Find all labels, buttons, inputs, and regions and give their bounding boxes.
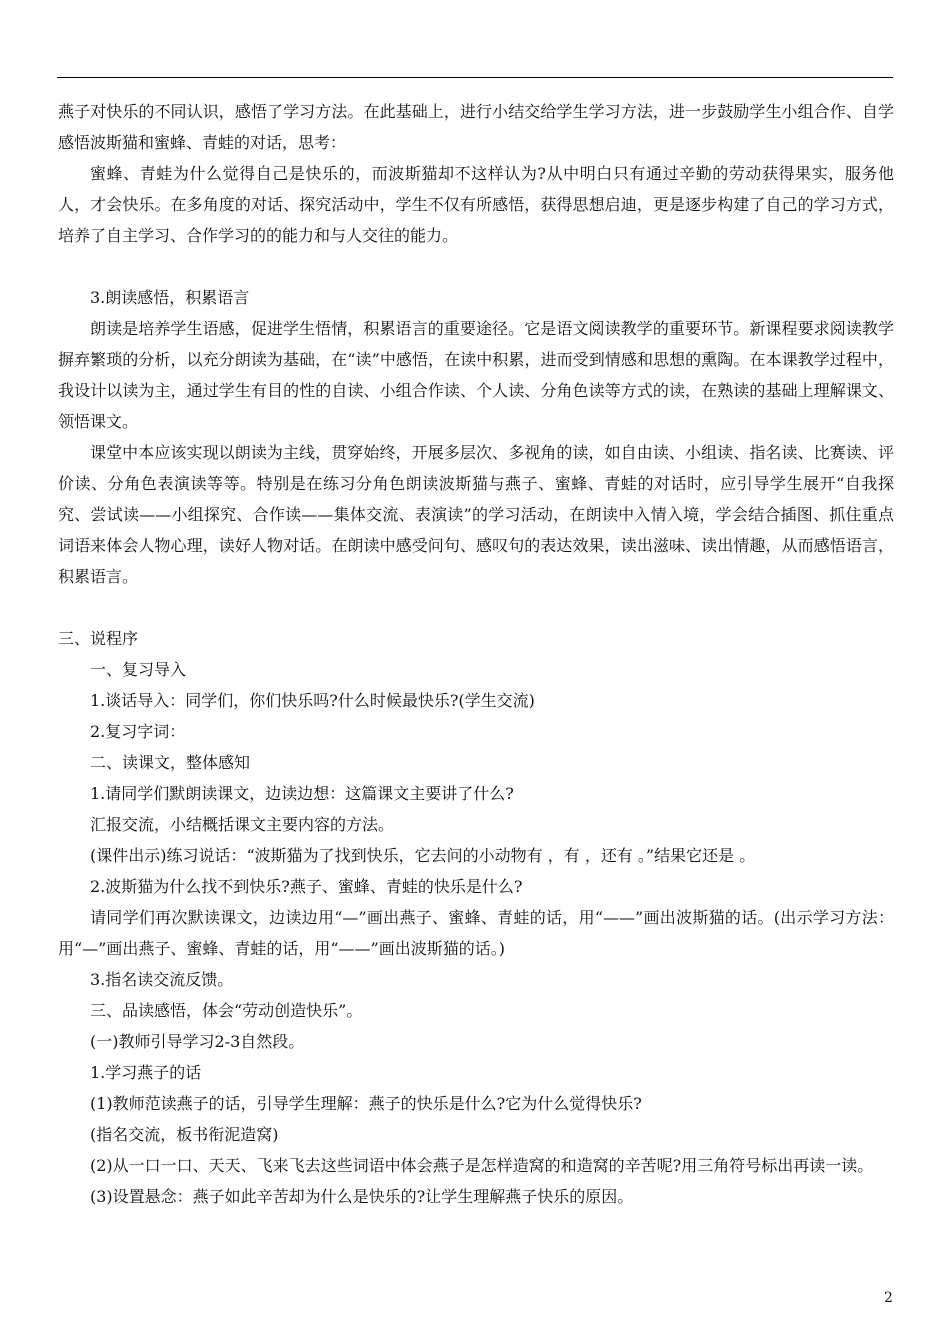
list-item: (指名交流，板书衔泥造窝) [90, 1125, 279, 1144]
list-item: (一)教师引导学习2-3自然段。 [90, 1032, 305, 1051]
page-content [58, 96, 894, 1212]
header-rule [57, 77, 893, 78]
list-item: 一、复习导入 [90, 660, 187, 679]
list-item: 请同学们再次默读课文，边读边用“—”画出燕子、蜜蜂、青蛙的话，用“——”画出波斯猫的话。(出示学习方法：用“—”画出燕子、蜜蜂、青蛙的话，用“——”画出波斯猫的话。) [58, 908, 894, 958]
subsection-heading: 3.朗读感悟，积累语言 [90, 288, 250, 307]
section-heading: 三、说程序 [58, 629, 139, 648]
list-item: 三、品读感悟，体会“劳动创造快乐”。 [90, 1001, 363, 1020]
page-number: 2 [884, 1290, 893, 1306]
list-item: 1.请同学们默朗读课文，边读边想：这篇课文主要讲了什么? [90, 784, 514, 803]
list-item: 1.学习燕子的话 [90, 1063, 202, 1082]
paragraph: 朗读是培养学生语感，促进学生悟情，积累语言的重要途径。它是语文阅读教学的重要环节。新课程要求阅读教学摒弃繁琐的分析，以充分朗读为基础，在“读”中感悟，在读中积累，进而受到情感和思想的熏陶。在本课教学过程中，我设计以读为主，通过学生有目的性的自读、小组合作读、个人读、分角色读等方式的读，在熟读的基础上理解课文、领悟课文。 [58, 319, 894, 431]
paragraph: 课堂中本应该实现以朗读为主线，贯穿始终，开展多层次、多视角的读，如自由读、小组读、指名读、比赛读、评价读、分角色表演读等等。特别是在练习分角色朗读波斯猫与燕子、蜜蜂、青蛙的对话时，应引导学生展开“自我探究、尝试读——小组探究、合作读——集体交流、表演读”的学习活动，在朗读中入情入境，学会结合插图、抓住重点词语来体会人物心理，读好人物对话。在朗读中感受问句、感叹句的表达效果，读出滋味、读出情趣，从而感悟语言，积累语言。 [58, 443, 894, 586]
list-item: 2.波斯猫为什么找不到快乐?燕子、蜜蜂、青蛙的快乐是什么? [90, 877, 523, 896]
paragraph: 燕子对快乐的不同认识，感悟了学习方法。在此基础上，进行小结交给学生学习方法，进一步鼓励学生小组合作、自学感悟波斯猫和蜜蜂、青蛙的对话，思考： [58, 102, 894, 152]
list-item: (2)从一口一口、天天、飞来飞去这些词语中体会燕子是怎样造窝的和造窝的辛苦呢?用三角符号标出再读一读。 [90, 1156, 874, 1175]
list-item: 二、读课文，整体感知 [90, 753, 251, 772]
list-item: 3.指名读交流反馈。 [90, 970, 234, 989]
list-item: 汇报交流，小结概括课文主要内容的方法。 [90, 815, 395, 834]
list-item: 1.谈话导入：同学们，你们快乐吗?什么时候最快乐?(学生交流) [90, 691, 535, 710]
paragraph: 蜜蜂、青蛙为什么觉得自己是快乐的，而波斯猫却不这样认为?从中明白只有通过辛勤的劳动获得果实，服务他人，才会快乐。在多角度的对话、探究活动中，学生不仅有所感悟，获得思想启迪，更是逐步构建了自己的学习方式，培养了自主学习、合作学习的的能力和与人交往的能力。 [58, 164, 894, 245]
list-item: 2.复习字词： [90, 722, 186, 741]
list-item: (1)教师范读燕子的话，引导学生理解：燕子的快乐是什么?它为什么觉得快乐? [90, 1094, 642, 1113]
list-item: (课件出示)练习说话：“波斯猫为了找到快乐，它去问的小动物有 ，有 ，还有 。”结果它还是 。 [90, 846, 756, 865]
list-item: (3)设置悬念：燕子如此辛苦却为什么是快乐的?让学生理解燕子快乐的原因。 [90, 1187, 634, 1206]
